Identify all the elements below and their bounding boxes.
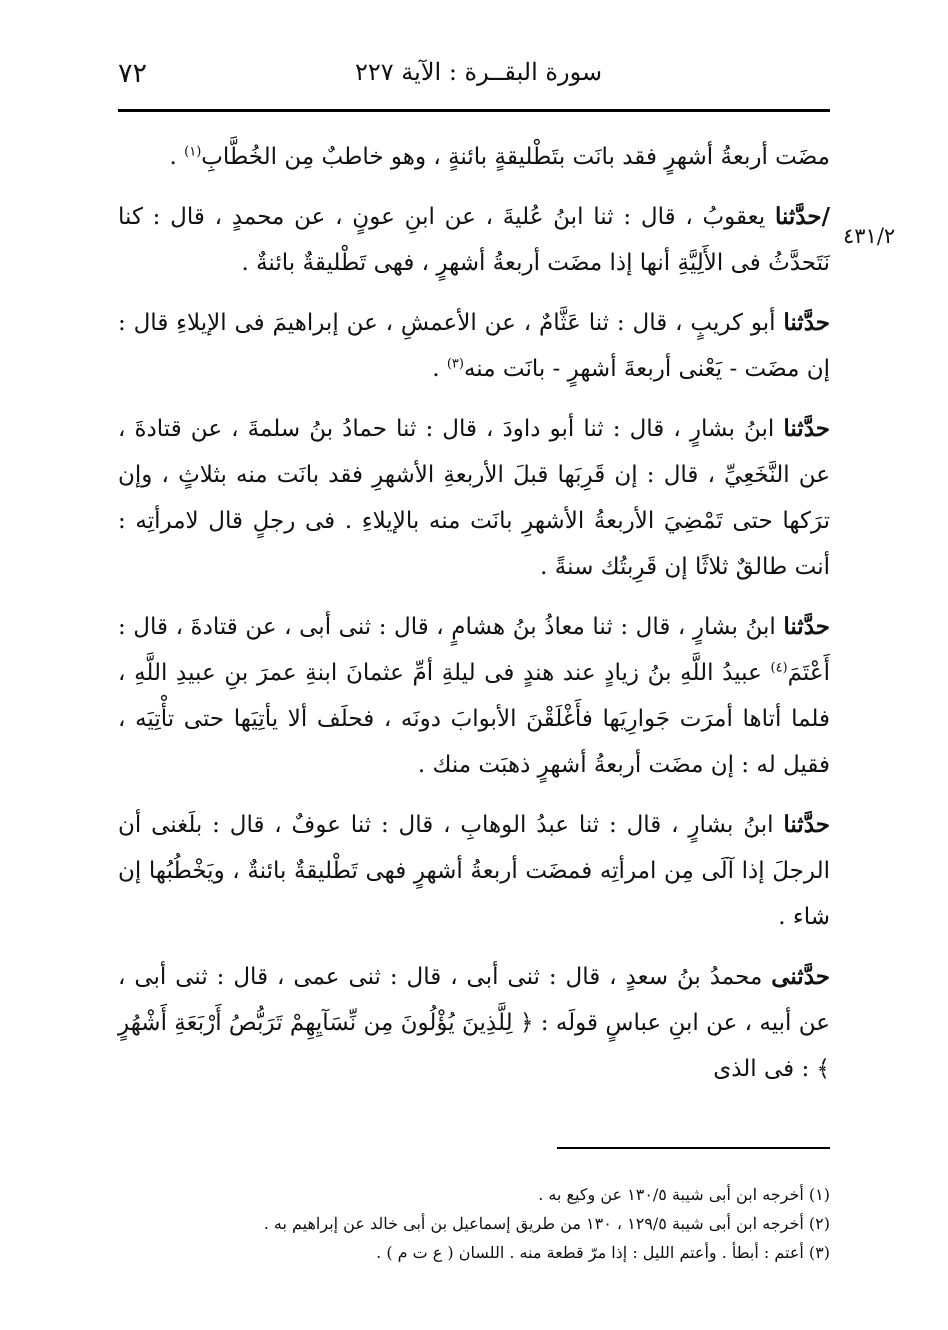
narration-lead: حدَّثنا <box>783 309 830 336</box>
narration-lead: حدَّثنى <box>771 963 830 990</box>
footnote: (١) أخرجه ابن أبى شيبة ١٣٠/٥ عن وكيع به . <box>538 1185 830 1204</box>
paragraph <box>118 300 830 392</box>
paragraph-text: ابنُ بشارٍ ، قال : ثنا عبدُ الوهابِ ، قال : ثنا عوفٌ ، قال : بلَغنى أن الرجلَ إذا آلَى مِن امرأتِه فمضَت أربعةُ أشهرٍ فهى تَطْليقةٌ بائنةٌ ، ويَخْطُبُها إن شاء . <box>118 812 830 930</box>
paragraph-tail: عبيدُ اللَّهِ بنُ زيادٍ عند هندٍ فى ليلةِ أمِّ عثمانَ ابنةِ عمرَ بنِ عبيدِ اللَّهِ ، فلما أتاها أمرَت جَوارِيَها فأَغْلَقْنَ الأبوابَ دونَه ، فحلَف ألا يأتِيَها حتى تأْتِيَه ، فقيل له : إن مضَت أربعةُ أشهرٍ ذهبَت منك . <box>118 660 830 778</box>
paragraph-text: أبو كريبٍ ، قال : ثنا عَثَّامٌ ، عن الأعمشِ ، عن إبراهيمَ فى الإيلاءِ قال : إن مضَت - يَعْنى أربعةَ أشهرٍ - بانَت منه <box>118 310 830 382</box>
paragraph <box>118 802 830 940</box>
narration-lead: حدَّثنا <box>783 811 830 838</box>
paragraph-tail: . <box>169 144 185 170</box>
paragraph-text: مضَت أربعةُ أشهرٍ فقد بانَت بتَطْليقةٍ بائنةٍ ، وهو خاطبٌ مِن الخُطَّابِ <box>201 144 830 170</box>
header-rule <box>118 109 830 112</box>
margin-reference: ٤٣١/٢ <box>843 224 896 248</box>
paragraph-text: ابنُ بشارٍ ، قال : ثنا أبو داودَ ، قال : ثنا حمادُ بنُ سلمةَ ، عن قتادةَ ، عن النَّخَعِيِّ ، قال : إن قَرِبَها قبلَ الأربعةِ الأشهرِ فقد بانَت منه بثلاثٍ ، وإن ترَكها حتى تَمْضِيَ الأربعةُ الأشهرِ بانَت منه بالإيلاءِ . فى رجلٍ قال لامرأتِه : أنت طالقٌ ثلاثًا إن قَرِبتُك سنةً . <box>118 416 830 580</box>
footnote-marker: (٣) <box>446 356 464 372</box>
paragraph <box>118 604 830 788</box>
footnote-rule <box>557 1147 830 1149</box>
narration-lead: حدَّثنا <box>783 613 830 640</box>
footnote: (٣) أعتم : أبطأ . وأعتم الليل : إذا مرّ قطعة منه . اللسان ( ع ت م ) . <box>376 1243 830 1262</box>
paragraph-tail: . <box>432 356 447 382</box>
footnote: (٢) أخرجه ابن أبى شيبة ١٢٩/٥ ، ١٣٠ من طريق إسماعيل بن أبى خالد عن إبراهيم به . <box>263 1214 830 1233</box>
paragraph-text: ابنُ بشارٍ ، قال : ثنا معاذُ بنُ هشامٍ ، قال : ثنى أبى ، عن قتادةَ ، قال : أَعْتَمَ <box>118 614 830 686</box>
paragraph <box>118 194 830 286</box>
paragraph-text: يعقوبُ ، قال : ثنا ابنُ عُليةَ ، عن ابنِ عونٍ ، عن محمدٍ ، قال : كنا نَتَحدَّثُ فى الأَلِيَّةِ أنها إذا مضَت أربعةُ أشهرٍ ، فهى تَطْليقةٌ بائنةٌ . <box>118 204 830 276</box>
narration-lead: حدَّثنا <box>783 415 830 442</box>
footnote-marker: (٤) <box>770 660 788 676</box>
paragraph <box>118 134 830 180</box>
paragraph-text: محمدُ بنُ سعدٍ ، قال : ثنى أبى ، قال : ثنى عمى ، قال : ثنى أبى ، عن أبيه ، عن ابنِ عباسٍ قولَه : ﴿ لِلَّذِينَ يُؤْلُونَ مِن نِّسَآيِهِمْ تَرَبُّصُ أَرْبَعَةِ أَشْهُرٍ ﴾ : فى الذى <box>118 964 830 1082</box>
main-text <box>118 134 830 1106</box>
narration-lead: /حدَّثنا <box>774 203 830 230</box>
page-number: ٧٢ <box>118 58 148 89</box>
paragraph <box>118 954 830 1092</box>
paragraph <box>118 406 830 590</box>
running-title: سورة البقــرة : الآية ٢٢٧ <box>355 58 603 86</box>
footnote-marker: (١) <box>184 144 202 160</box>
footnotes <box>118 1180 830 1267</box>
